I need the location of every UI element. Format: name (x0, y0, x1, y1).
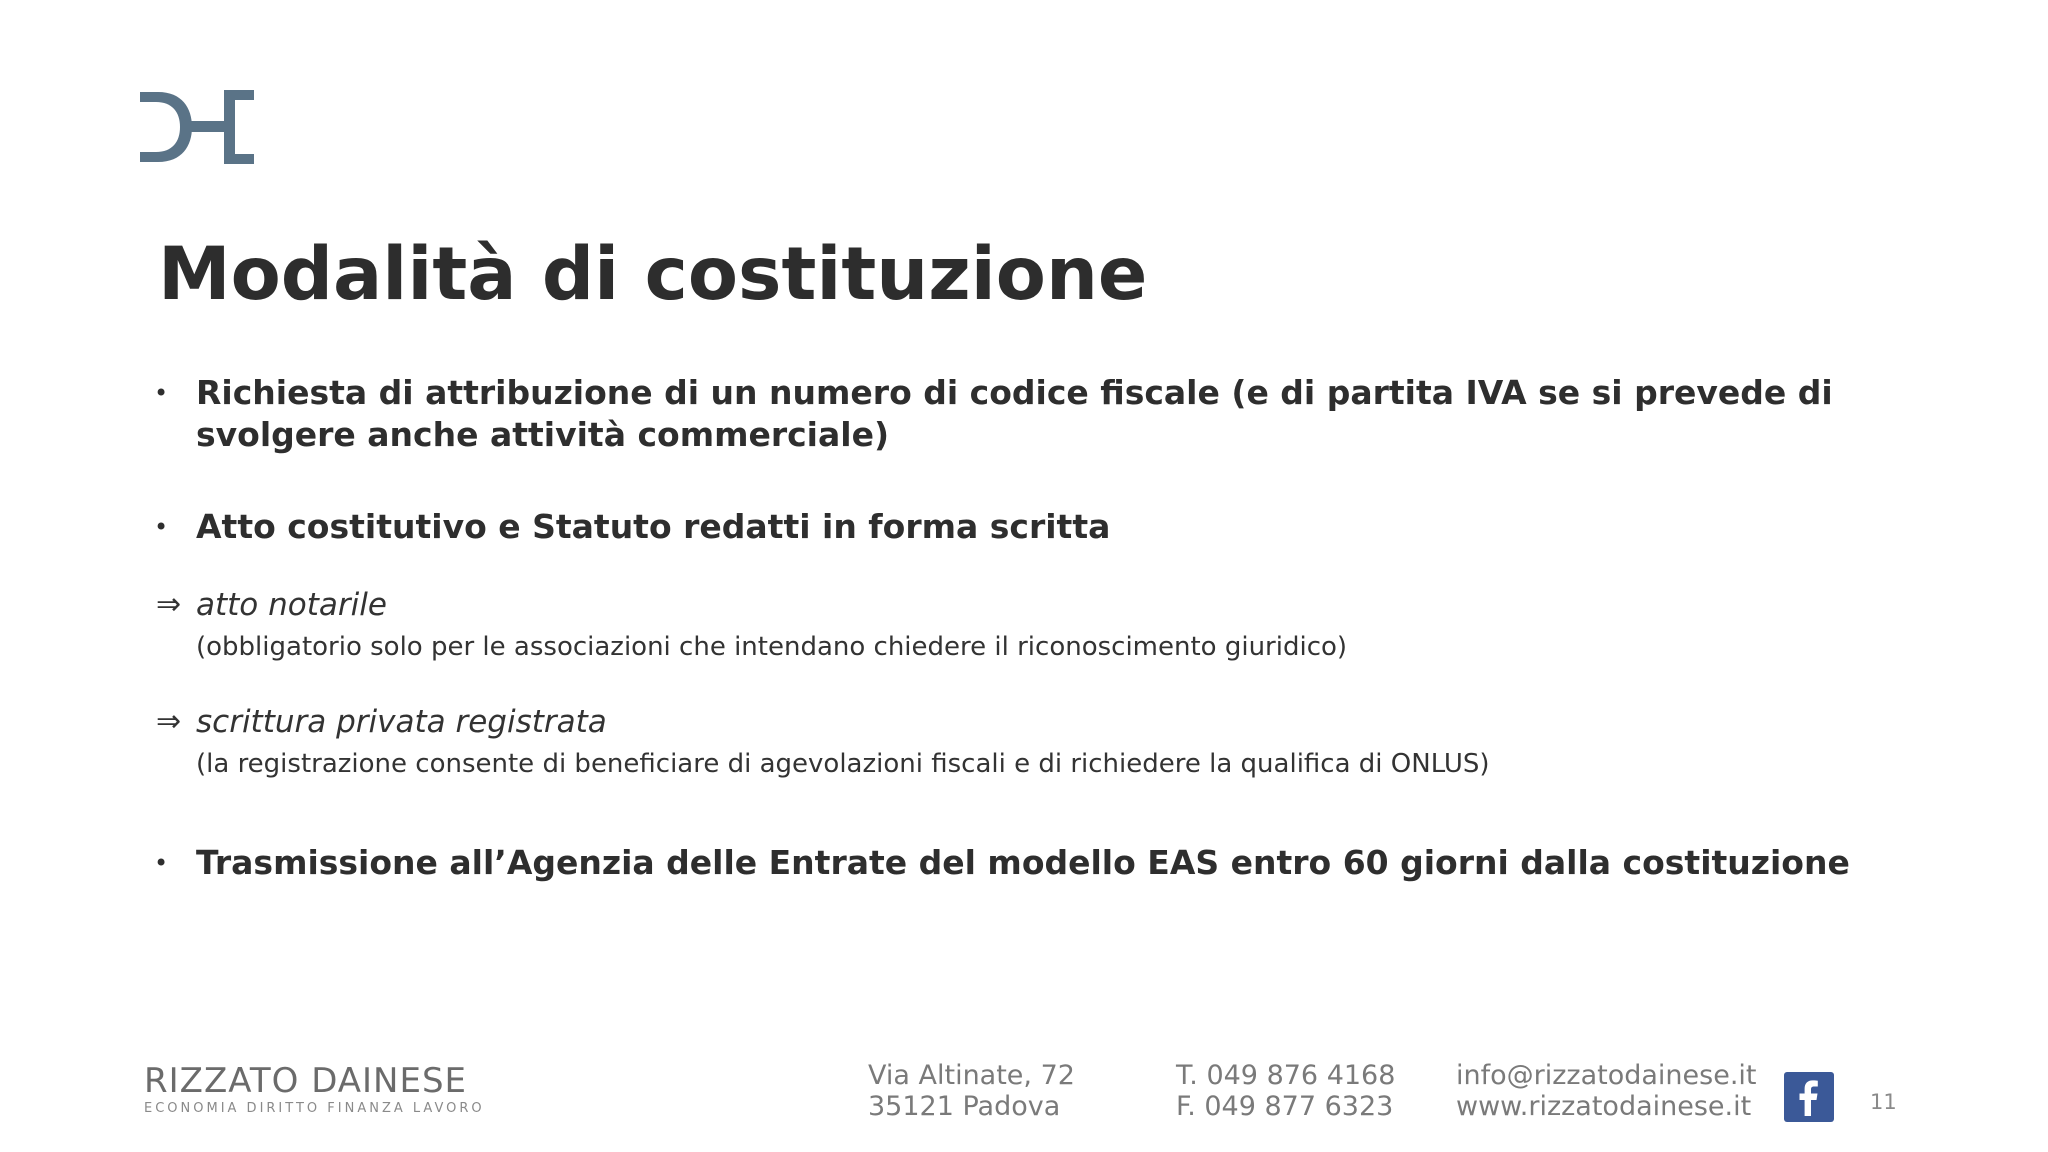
fax-number: F. 049 877 6323 (1176, 1091, 1394, 1122)
option-note: (la registrazione consente di beneficiare di agevolazioni fiscali e di richiedere la qualifica di ONLUS) (196, 749, 1490, 779)
bullet-marker: • (154, 849, 169, 877)
email-link[interactable]: info@rizzatodainese.it (1456, 1060, 1757, 1091)
arrow-right-icon: ⇒ (156, 587, 182, 622)
footer-address (868, 1060, 1075, 1122)
brand-tagline: ECONOMIA DIRITTO FINANZA LAVORO (144, 1101, 485, 1116)
option-note: (obbligatorio solo per le associazioni che intendano chiedere il riconoscimento giuridico) (196, 632, 1348, 662)
bullet-text: Atto costitutivo e Statuto redatti in forma scritta (196, 507, 1111, 546)
page-title: Modalità di costituzione (158, 232, 1148, 317)
phone-number: T. 049 876 4168 (1176, 1060, 1396, 1091)
address-line: 35121 Padova (868, 1091, 1061, 1122)
bullet-text: Trasmissione all’Agenzia delle Entrate del modello EAS entro 60 giorni dalla costituzione (196, 843, 1850, 882)
option-label: atto notarile (196, 587, 387, 623)
bullet-marker: • (154, 513, 169, 541)
website-link[interactable]: www.rizzatodainese.it (1456, 1091, 1752, 1122)
brand-name: RIZZATO DAINESE (144, 1061, 468, 1101)
arrow-right-icon: ⇒ (156, 704, 182, 739)
bullet-marker: • (154, 379, 169, 407)
bullet-text: Richiesta di attribuzione di un numero di codice fiscale (e di partita IVA se si prevede di svolgere anche attività commerciale) (196, 373, 1833, 454)
option-label: scrittura privata registrata (196, 704, 607, 740)
footer-brand-logo (144, 1062, 485, 1118)
footer-phone (1176, 1060, 1395, 1122)
logo-mark-icon (140, 88, 256, 166)
footer-contacts (1456, 1060, 1757, 1122)
address-line: Via Altinate, 72 (868, 1060, 1075, 1091)
facebook-icon[interactable] (1784, 1072, 1834, 1122)
page-number: 11 (1870, 1090, 1897, 1114)
